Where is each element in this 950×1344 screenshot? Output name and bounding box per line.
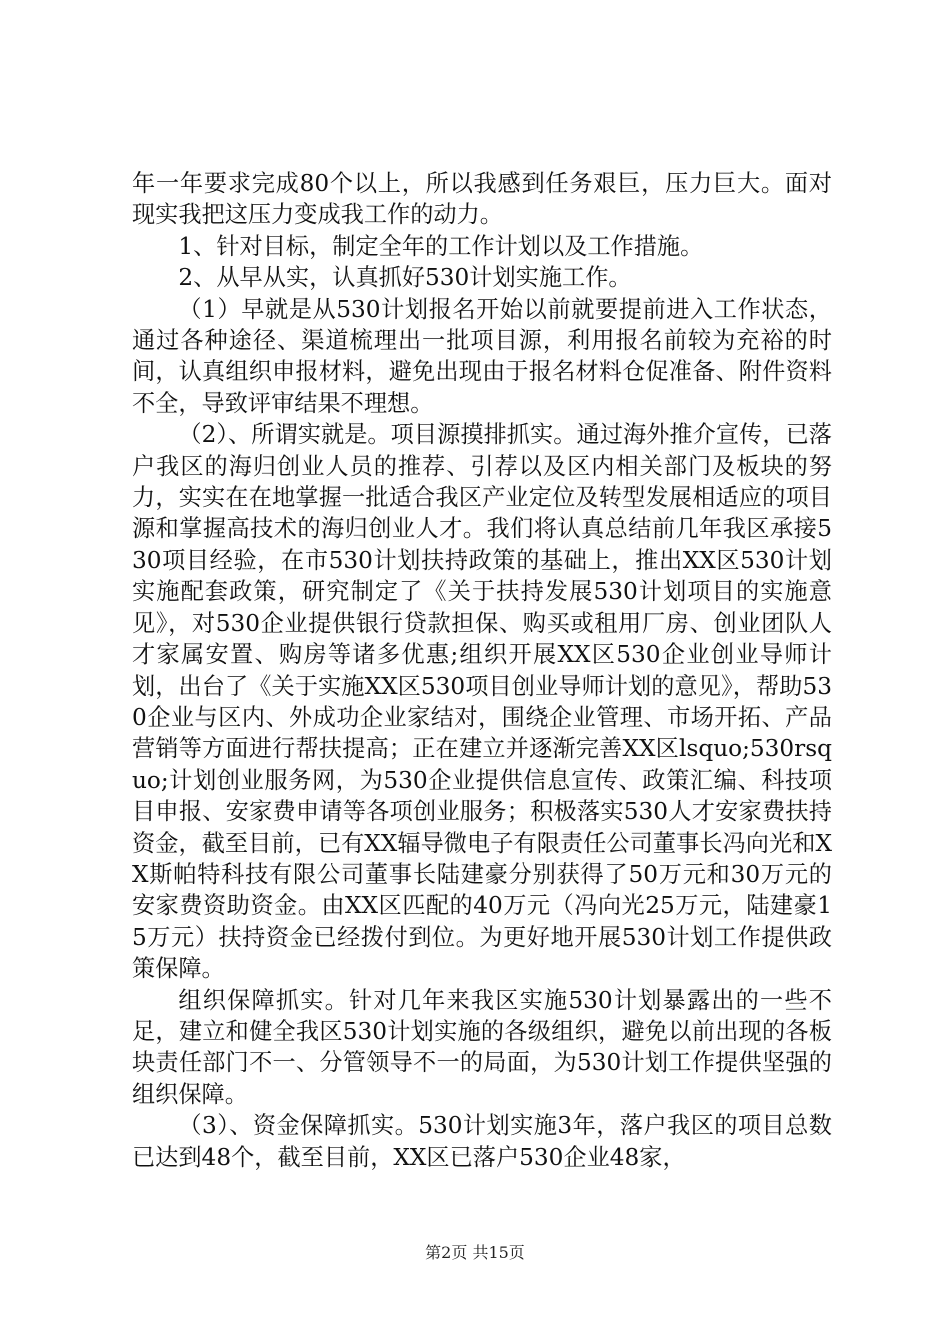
page-footer: 第2页 共15页 (425, 1243, 525, 1262)
paragraph-7: （3）、资金保障抓实。530计划实施3年，落户我区的项目总数已达到48个，截至目前，XX区已落户530企业48家， (132, 1112, 832, 1171)
paragraph-2: 1、针对目标，制定全年的工作计划以及工作措施。 (178, 232, 704, 260)
document-body (132, 168, 832, 1173)
paragraph-4: （1）早就是从530计划报名开始以前就要提前进入工作状态，通过各种途径、渠道梳理出一批项目源，利用报名前较为充裕的时间，认真组织申报材料，避免出现由于报名材料仓促准备、附件资料不全，导致评审结果不理想。 (132, 295, 832, 417)
paragraph-6: 组织保障抓实。针对几年来我区实施530计划暴露出的一些不足，建立和健全我区530计划实施的各级组织，避免以前出现的各板块责任部门不一、分管领导不一的局面，为530计划工作提供坚强的组织保障。 (132, 986, 832, 1108)
paragraph-3: 2、从早从实，认真抓好530计划实施工作。 (178, 264, 632, 292)
paragraph-1: 年一年要求完成80个以上，所以我感到任务艰巨，压力巨大。面对现实我把这压力变成我工作的动力。 (132, 170, 832, 229)
paragraph-5: （2）、所谓实就是。项目源摸排抓实。通过海外推介宣传，已落户我区的海归创业人员的推荐、引荐以及区内相关部门及板块的努力，实实在在地掌握一批适合我区产业定位及转型发展相适应的项目源和掌握高技术的海归创业人才。我们将认真总结前几年我区承接530项目经验，在市530计划扶持政策的基础上，推出XX区530计划实施配套政策，研究制定了《关于扶持发展530计划项目的实施意见》，对530企业提供银行贷款担保、购买或租用厂房、创业团队人才家属安置、购房等诸多优惠;组织开展XX区530企业创业导师计划，出台了《关于实施XX区530项目创业导师计划的意见》，帮助530企业与区内、外成功企业家结对，围绕企业管理、市场开拓、产品营销等方面进行帮扶提高；正在建立并逐渐完善XX区lsquo;530rsquo;计划创业服务网，为530企业提供信息宣传、政策汇编、科技项目申报、安家费申请等各项创业服务；积极落实530人才安家费扶持资金，截至目前，已有XX辐导微电子有限责任公司董事长冯向光和XX斯帕特科技有限公司董事长陆建豪分别获得了50万元和30万元的安家费资助资金。由XX区匹配的40万元（冯向光25万元，陆建豪15万元）扶持资金已经拨付到位。为更好地开展530计划工作提供政策保障。 (132, 421, 832, 983)
